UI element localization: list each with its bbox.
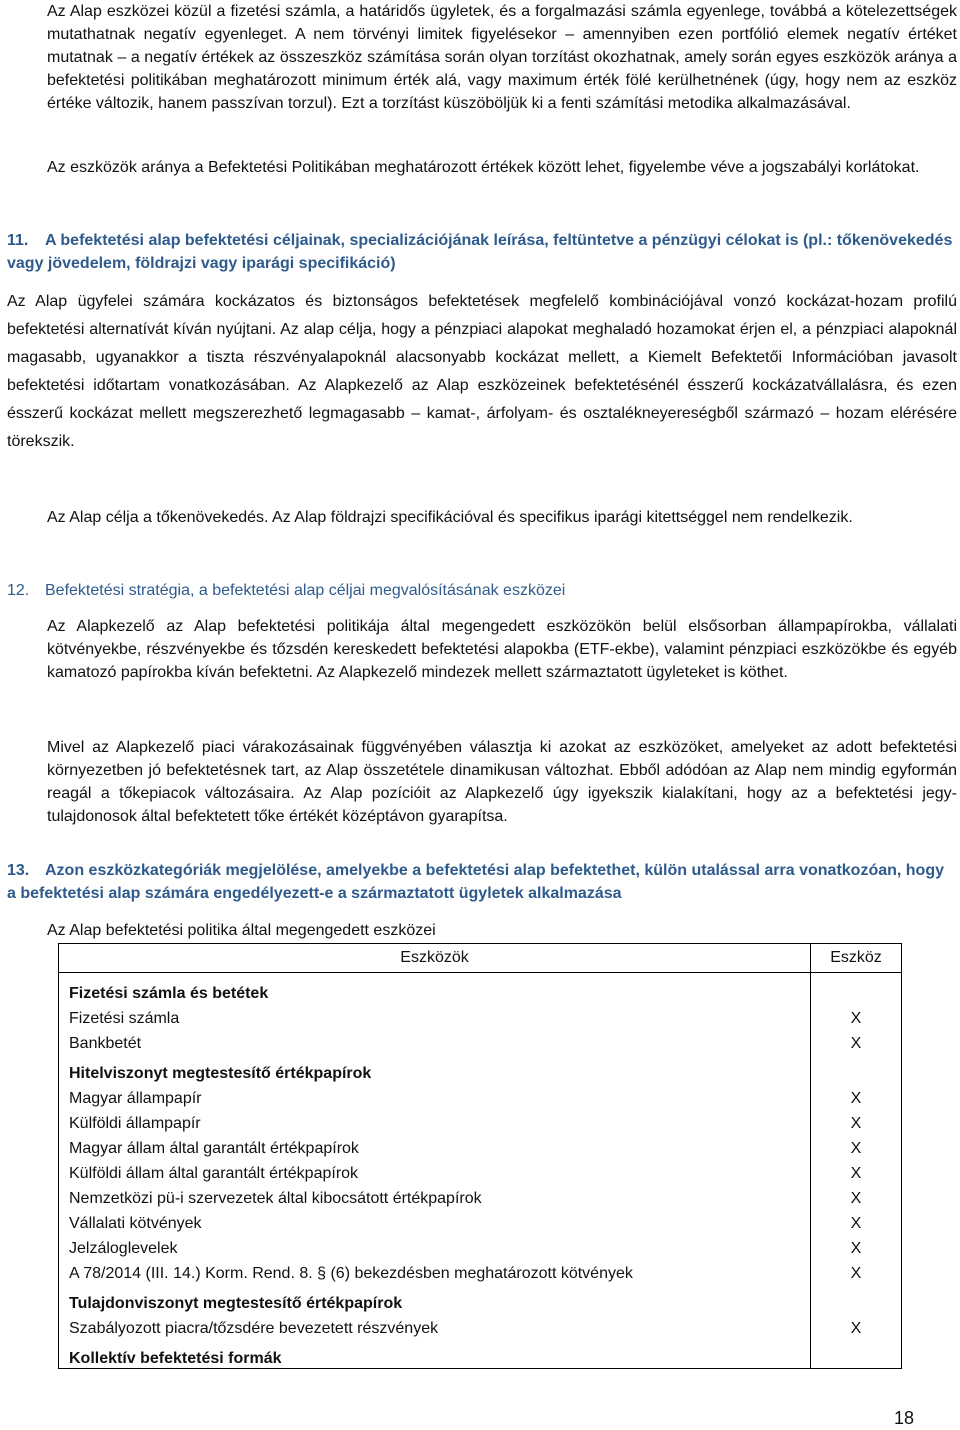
table-row xyxy=(59,1158,902,1183)
paragraph-investment-strategy: Az Alapkezelő az Alap befektetési politikája által megengedett eszközökön belül elsősorban állampapírokba, vállalati kötvényekbe, részvényekbe és tőzsdén kereskedett befektetési alapokba (ETF-ekbe), valamint pénzpiaci eszközökbe és egyéb kamatozó papírokba kíván befektetni. Az Alapkezelő mindezek mellett származtatott ügyleteket is köthet. xyxy=(47,618,957,681)
header-assets: Eszközök xyxy=(59,944,811,973)
asset-label: A 78/2014 (III. 14.) Korm. Rend. 8. § (6) bekezdésben meghatározott kötvények xyxy=(59,1258,811,1283)
table-category-row xyxy=(59,1053,902,1083)
table-row xyxy=(59,1233,902,1258)
table-row xyxy=(59,1313,902,1338)
asset-allowed-mark: X xyxy=(811,1233,902,1258)
table-caption: Az Alap befektetési politika által megengedett eszközei xyxy=(47,922,436,939)
asset-allowed-mark xyxy=(811,1283,902,1313)
paragraph-fund-objective: Az Alap ügyfelei számára kockázatos és biztonságos befektetések megfelelő kombinációjával vonzó kockázat-hozam profilú befektetési alternatívát kíván nyújtani. Az alap célja, hogy a pénzpiaci alapokat meghaladó hozamokat érjen el, a pénzpiaci alapoknál magasabb, ugyanakkor a tiszta részvényalapoknál alacsonyabb kockázat mellett, a Kiemelt Befektetői Információban javasolt befektetési időtartam vonatkozásában. Az Alapkezelő az Alap eszközeinek befektetésénél ésszerű kockázatvállalásra, és ezen ésszerű kockázat mellett megszerezhető legmagasabb – kamat-, árfolyam- és osztalékneyereségből származó – hozam elérésére törekszik. xyxy=(7,293,957,450)
asset-allowed-mark xyxy=(811,1338,902,1369)
asset-label: Szabályozott piacra/tőzsdére bevezetett részvények xyxy=(59,1313,811,1338)
asset-label: Vállalati kötvények xyxy=(59,1208,811,1233)
table-row xyxy=(59,1083,902,1108)
asset-label: Magyar állam által garantált értékpapírok xyxy=(59,1133,811,1158)
section-title: A befektetési alap befektetési céljainak, specializációjának leírása, feltüntetve a pénzügyi célokat is (pl.: tőkenövekedés vagy jövedelem, földrajzi vagy iparági specifikáció) xyxy=(7,232,953,272)
asset-label: Külföldi állampapír xyxy=(59,1108,811,1133)
table-header-row xyxy=(59,944,902,973)
asset-label: Bankbetét xyxy=(59,1028,811,1053)
asset-allowed-mark: X xyxy=(811,1003,902,1028)
paragraph-capital-growth: Az Alap célja a tőkenövekedés. Az Alap földrajzi specifikációval és specifikus iparági kitettséggel nem rendelkezik. xyxy=(47,509,853,526)
section-number: 11. xyxy=(7,232,29,249)
table-row xyxy=(59,1183,902,1208)
asset-allowed-mark xyxy=(811,973,902,1004)
asset-allowed-mark: X xyxy=(811,1028,902,1053)
section-number: 13. xyxy=(7,862,30,879)
asset-allowed-mark: X xyxy=(811,1108,902,1133)
asset-allowed-mark: X xyxy=(811,1258,902,1283)
table-category-row xyxy=(59,1338,902,1369)
paragraph-asset-ratio: Az eszközök aránya a Befektetési Politikában meghatározott értékek között lehet, figyelembe véve a jogszabályi korlátokat. xyxy=(47,159,920,176)
asset-allowed-mark: X xyxy=(811,1083,902,1108)
section-heading-13 xyxy=(7,859,957,905)
table-category-row xyxy=(59,973,902,1004)
section-heading-11 xyxy=(7,229,957,275)
asset-allowed-mark: X xyxy=(811,1158,902,1183)
table-row xyxy=(59,1028,902,1053)
section-heading-12 xyxy=(7,579,957,602)
asset-allowed-mark: X xyxy=(811,1183,902,1208)
asset-label: Tulajdonviszonyt megtestesítő értékpapírok xyxy=(59,1283,811,1313)
table-row xyxy=(59,1258,902,1283)
page-number: 18 xyxy=(893,1408,914,1428)
asset-label: Hitelviszonyt megtestesítő értékpapírok xyxy=(59,1053,811,1083)
section-number: 12. xyxy=(7,582,30,599)
asset-label: Nemzetközi pü-i szervezetek által kibocsátott értékpapírok xyxy=(59,1183,811,1208)
asset-allowed-mark: X xyxy=(811,1208,902,1233)
asset-label: Fizetési számla és betétek xyxy=(59,973,811,1004)
section-title: Befektetési stratégia, a befektetési alap céljai megvalósításának eszközei xyxy=(45,582,566,599)
header-asset: Eszköz xyxy=(811,944,902,973)
table-category-row xyxy=(59,1283,902,1313)
table-row xyxy=(59,1133,902,1158)
asset-label: Kollektív befektetési formák xyxy=(59,1338,811,1369)
asset-allowed-mark xyxy=(811,1053,902,1083)
paragraph-negative-balance: Az Alap eszközei közül a fizetési számla, a határidős ügyletek, és a forgalmazási számla egyenlege, továbbá a kötelezettségek mutathatnak negatív egyenleget. A nem törvényi limitek figyelésekor – amennyiben ezen portfólió elemek negatív értéket mutatnak – a negatív értékek az összeszköz számítása során olyan torzítást okozhatnak, amely során egyes eszközök aránya a befektetési politikában meghatározott minimum érték alá, vagy maximum érték fölé kerülhetnének (úgy, hogy nem az eszköz értéke változik, hanem passzívan torzul). Ezt a torzítást küszöböljük ki a fenti számítási metodika alkalmazásával. xyxy=(47,3,957,112)
asset-label: Magyar állampapír xyxy=(59,1083,811,1108)
table-row xyxy=(59,1208,902,1233)
asset-label: Külföldi állam által garantált értékpapírok xyxy=(59,1158,811,1183)
asset-label: Jelzáloglevelek xyxy=(59,1233,811,1258)
table-row xyxy=(59,1108,902,1133)
asset-label: Fizetési számla xyxy=(59,1003,811,1028)
paragraph-portfolio-composition: Mivel az Alapkezelő piaci várakozásainak függvényében választja ki azokat az eszközöket, amelyeket az adott befektetési környezetben jó befektetésnek tart, az Alap összetétele dinamikusan változhat. Ebből adódóan az Alap nem mindig egyformán reagál a tőkepiacok változásaira. Az Alap pozícióit az Alapkezelő úgy igyekszik kialakítani, hogy az a befektetési jegy-tulajdonosok által befektetett tőke értékét középtávon gyarapítsa. xyxy=(47,739,957,825)
asset-allowed-mark: X xyxy=(811,1133,902,1158)
asset-allowed-mark: X xyxy=(811,1313,902,1338)
table-row xyxy=(59,1003,902,1028)
section-title: Azon eszközkategóriák megjelölése, amelyekbe a befektetési alap befektethet, külön utalással arra vonatkozóan, hogy a befektetési alap számára engedélyezett-e a származtatott ügyletek alkalmazása xyxy=(7,862,944,902)
allowed-assets-table xyxy=(58,943,902,1369)
